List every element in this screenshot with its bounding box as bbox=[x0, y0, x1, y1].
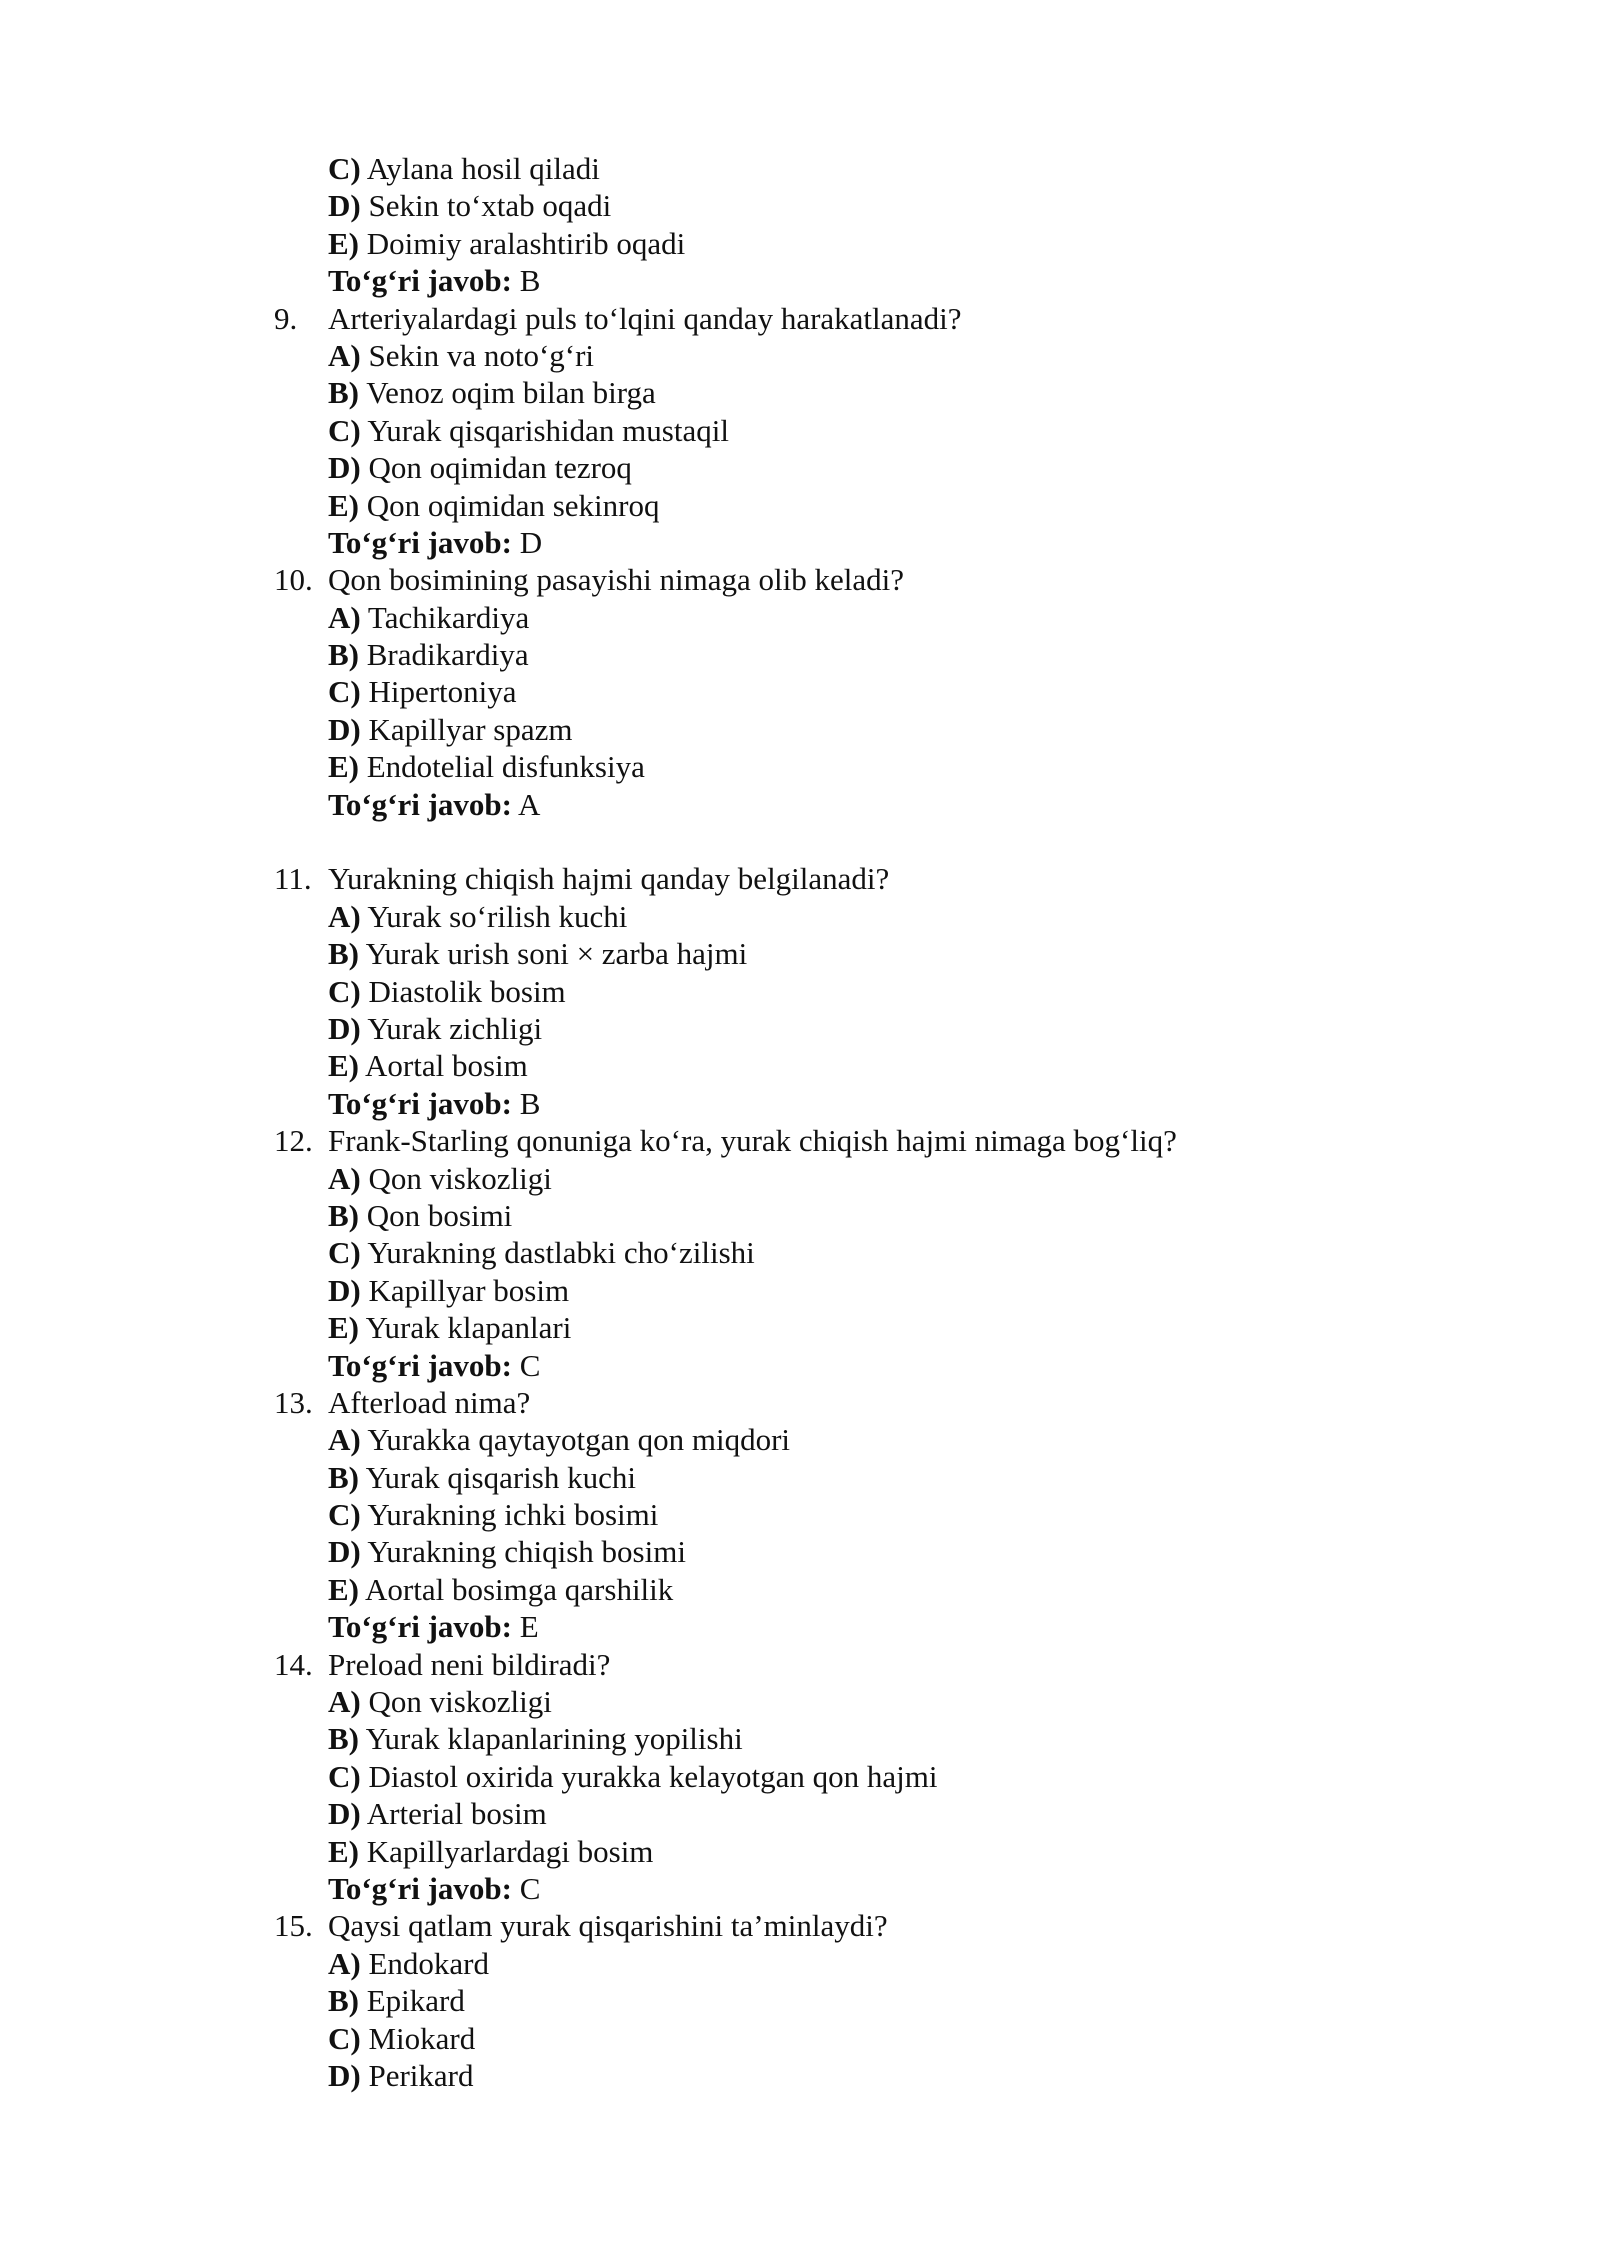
option-text: Yurakning dastlabki cho‘zilishi bbox=[367, 1235, 755, 1271]
question-line bbox=[274, 1907, 1354, 1944]
question-number: 15. bbox=[274, 1908, 313, 1944]
option-line bbox=[274, 337, 1354, 374]
answer-line bbox=[274, 1085, 1354, 1122]
option-text: Qon viskozligi bbox=[368, 1160, 552, 1196]
question-item bbox=[274, 1646, 1354, 1908]
option-text: Epikard bbox=[366, 1983, 465, 2019]
option-letter: E) bbox=[328, 225, 359, 261]
option-line bbox=[274, 374, 1354, 411]
option-letter: A) bbox=[328, 1160, 361, 1196]
answer-value: A bbox=[518, 786, 541, 822]
option-text: Aortal bosim bbox=[365, 1048, 528, 1084]
option-line bbox=[274, 1982, 1354, 2019]
question-item bbox=[274, 1122, 1354, 1384]
option-line bbox=[274, 1795, 1354, 1832]
answer-label: To‘g‘ri javob: bbox=[328, 263, 512, 299]
option-line bbox=[274, 150, 1354, 187]
option-text: Miokard bbox=[368, 2020, 476, 2056]
option-line bbox=[274, 449, 1354, 486]
question-group bbox=[274, 300, 1354, 823]
answer-value: B bbox=[519, 1085, 541, 1121]
option-text: Endokard bbox=[368, 1945, 489, 1981]
answer-value: C bbox=[519, 1870, 541, 1906]
option-letter: D) bbox=[328, 711, 361, 747]
option-letter: C) bbox=[328, 1497, 361, 1533]
answer-line bbox=[274, 262, 1354, 299]
answer-value: B bbox=[519, 263, 541, 299]
option-text: Yurak qisqarishidan mustaqil bbox=[367, 412, 729, 448]
option-line bbox=[274, 1496, 1354, 1533]
question-line bbox=[274, 1384, 1354, 1421]
answer-label: To‘g‘ri javob: bbox=[328, 786, 512, 822]
answer-value: D bbox=[519, 524, 543, 560]
option-line bbox=[274, 636, 1354, 673]
answer-value: E bbox=[519, 1609, 539, 1645]
option-text: Kapillyarlardagi bosim bbox=[366, 1833, 654, 1869]
quiz-content bbox=[274, 150, 1354, 2094]
option-letter: E) bbox=[328, 1048, 359, 1084]
option-line bbox=[274, 487, 1354, 524]
option-line bbox=[274, 599, 1354, 636]
option-letter: B) bbox=[328, 1197, 359, 1233]
option-line bbox=[274, 1047, 1354, 1084]
option-line bbox=[274, 1197, 1354, 1234]
continued-question bbox=[274, 150, 1354, 300]
option-text: Bradikardiya bbox=[366, 637, 529, 673]
option-text: Yurak zichligi bbox=[367, 1010, 543, 1046]
question-line bbox=[274, 300, 1354, 337]
option-letter: D) bbox=[328, 1010, 361, 1046]
option-letter: B) bbox=[328, 637, 359, 673]
answer-label: To‘g‘ri javob: bbox=[328, 1870, 512, 1906]
answer-line bbox=[274, 1608, 1354, 1645]
option-letter: E) bbox=[328, 487, 359, 523]
option-text: Venoz oqim bilan birga bbox=[366, 375, 656, 411]
option-text: Kapillyar spazm bbox=[368, 711, 573, 747]
option-text: Qon viskozligi bbox=[368, 1684, 552, 1720]
option-line bbox=[274, 748, 1354, 785]
option-text: Yurak klapanlarining yopilishi bbox=[365, 1721, 743, 1757]
question-item bbox=[274, 561, 1354, 823]
option-letter: A) bbox=[328, 337, 361, 373]
question-text: Arteriyalardagi puls to‘lqini qanday harakatlanadi? bbox=[328, 300, 962, 336]
option-text: Diastol oxirida yurakka kelayotgan qon hajmi bbox=[368, 1758, 938, 1794]
question-text: Yurakning chiqish hajmi qanday belgilanadi? bbox=[328, 861, 890, 897]
answer-label: To‘g‘ri javob: bbox=[328, 1609, 512, 1645]
option-letter: B) bbox=[328, 1459, 359, 1495]
option-line bbox=[274, 412, 1354, 449]
option-line bbox=[274, 2020, 1354, 2057]
option-text: Perikard bbox=[368, 2057, 474, 2093]
option-text: Kapillyar bosim bbox=[368, 1272, 570, 1308]
option-text: Yurak klapanlari bbox=[365, 1310, 572, 1346]
question-item bbox=[274, 860, 1354, 1122]
question-group bbox=[274, 860, 1354, 2094]
option-line bbox=[274, 1571, 1354, 1608]
option-letter: B) bbox=[328, 375, 359, 411]
option-letter: C) bbox=[328, 674, 361, 710]
option-letter: C) bbox=[328, 412, 361, 448]
option-letter: C) bbox=[328, 2020, 361, 2056]
option-text: Yurak urish soni × zarba hajmi bbox=[365, 936, 748, 972]
question-item bbox=[274, 1907, 1354, 2094]
option-line bbox=[274, 1272, 1354, 1309]
option-text: Aortal bosimga qarshilik bbox=[365, 1571, 674, 1607]
option-line bbox=[274, 1833, 1354, 1870]
option-line bbox=[274, 898, 1354, 935]
option-line bbox=[274, 1945, 1354, 1982]
option-line bbox=[274, 973, 1354, 1010]
option-text: Aylana hosil qiladi bbox=[366, 151, 600, 186]
answer-line bbox=[274, 1347, 1354, 1384]
question-number: 12. bbox=[274, 1123, 313, 1159]
answer-value: C bbox=[519, 1347, 541, 1383]
option-line bbox=[274, 673, 1354, 710]
answer-label: To‘g‘ri javob: bbox=[328, 1085, 512, 1121]
option-letter: D) bbox=[328, 188, 361, 224]
option-letter: E) bbox=[328, 1571, 359, 1607]
option-text: Qon oqimidan sekinroq bbox=[366, 487, 660, 523]
option-text: Hipertoniya bbox=[368, 674, 517, 710]
option-letter: A) bbox=[328, 1684, 361, 1720]
option-line bbox=[274, 1533, 1354, 1570]
option-text: Yurakning chiqish bosimi bbox=[367, 1534, 686, 1570]
option-text: Qon oqimidan tezroq bbox=[368, 450, 632, 486]
option-line bbox=[274, 1758, 1354, 1795]
option-letter: D) bbox=[328, 1796, 361, 1832]
answer-line bbox=[274, 1870, 1354, 1907]
question-line bbox=[274, 1122, 1354, 1159]
option-letter: B) bbox=[328, 1721, 359, 1757]
option-letter: C) bbox=[328, 1235, 361, 1271]
option-text: Diastolik bosim bbox=[368, 973, 566, 1009]
option-letter: A) bbox=[328, 1945, 361, 1981]
question-line bbox=[274, 561, 1354, 598]
option-letter: A) bbox=[328, 599, 361, 635]
option-text: Endotelial disfunksiya bbox=[366, 749, 645, 785]
question-line bbox=[274, 860, 1354, 897]
answer-line bbox=[274, 524, 1354, 561]
question-number: 10. bbox=[274, 562, 313, 598]
option-letter: A) bbox=[328, 898, 361, 934]
option-line bbox=[274, 187, 1354, 224]
question-line bbox=[274, 1646, 1354, 1683]
answer-line bbox=[274, 786, 1354, 823]
question-text: Preload neni bildiradi? bbox=[328, 1646, 611, 1682]
option-letter: C) bbox=[328, 973, 361, 1009]
option-text: Sekin va noto‘g‘ri bbox=[368, 337, 595, 373]
option-line bbox=[274, 1309, 1354, 1346]
option-line bbox=[274, 1010, 1354, 1047]
option-letter: A) bbox=[328, 1422, 361, 1458]
option-line bbox=[274, 2057, 1354, 2094]
blank-line bbox=[274, 823, 1354, 860]
option-letter: E) bbox=[328, 749, 359, 785]
answer-label: To‘g‘ri javob: bbox=[328, 1347, 512, 1383]
question-item bbox=[274, 300, 1354, 562]
question-text: Frank-Starling qonuniga ko‘ra, yurak chiqish hajmi nimaga bog‘liq? bbox=[328, 1123, 1177, 1159]
question-text: Qon bosimining pasayishi nimaga olib keladi? bbox=[328, 562, 904, 598]
option-line bbox=[274, 1160, 1354, 1197]
question-number: 14. bbox=[274, 1646, 313, 1682]
option-text: Yurak qisqarish kuchi bbox=[365, 1459, 636, 1495]
option-text: Yurak so‘rilish kuchi bbox=[367, 898, 628, 934]
option-line bbox=[274, 1421, 1354, 1458]
option-text: Tachikardiya bbox=[367, 599, 530, 635]
question-number: 11. bbox=[274, 861, 312, 897]
option-text: Qon bosimi bbox=[366, 1197, 513, 1233]
option-text: Yurakning ichki bosimi bbox=[367, 1497, 659, 1533]
option-letter: B) bbox=[328, 1983, 359, 2019]
option-text: Yurakka qaytayotgan qon miqdori bbox=[367, 1422, 791, 1458]
option-letter: D) bbox=[328, 450, 361, 486]
option-letter: E) bbox=[328, 1310, 359, 1346]
option-line bbox=[274, 1683, 1354, 1720]
option-letter: C) bbox=[328, 1758, 361, 1794]
option-line bbox=[274, 935, 1354, 972]
answer-label: To‘g‘ri javob: bbox=[328, 524, 512, 560]
question-number: 9. bbox=[274, 300, 298, 336]
option-line bbox=[274, 1234, 1354, 1271]
option-text: Arterial bosim bbox=[366, 1796, 547, 1832]
question-text: Afterload nima? bbox=[328, 1384, 531, 1420]
option-line bbox=[274, 1459, 1354, 1496]
option-letter: D) bbox=[328, 1534, 361, 1570]
option-text: Doimiy aralashtirib oqadi bbox=[366, 225, 686, 261]
option-letter: D) bbox=[328, 2057, 361, 2093]
option-line bbox=[274, 1720, 1354, 1757]
question-text: Qaysi qatlam yurak qisqarishini ta’minlaydi? bbox=[328, 1908, 888, 1944]
option-text: Sekin to‘xtab oqadi bbox=[368, 188, 612, 224]
option-letter: B) bbox=[328, 936, 359, 972]
option-letter: D) bbox=[328, 1272, 361, 1308]
question-number: 13. bbox=[274, 1384, 313, 1420]
option-line bbox=[274, 225, 1354, 262]
option-letter: E) bbox=[328, 1833, 359, 1869]
option-line bbox=[274, 711, 1354, 748]
question-item bbox=[274, 1384, 1354, 1646]
option-letter: C) bbox=[328, 151, 361, 186]
